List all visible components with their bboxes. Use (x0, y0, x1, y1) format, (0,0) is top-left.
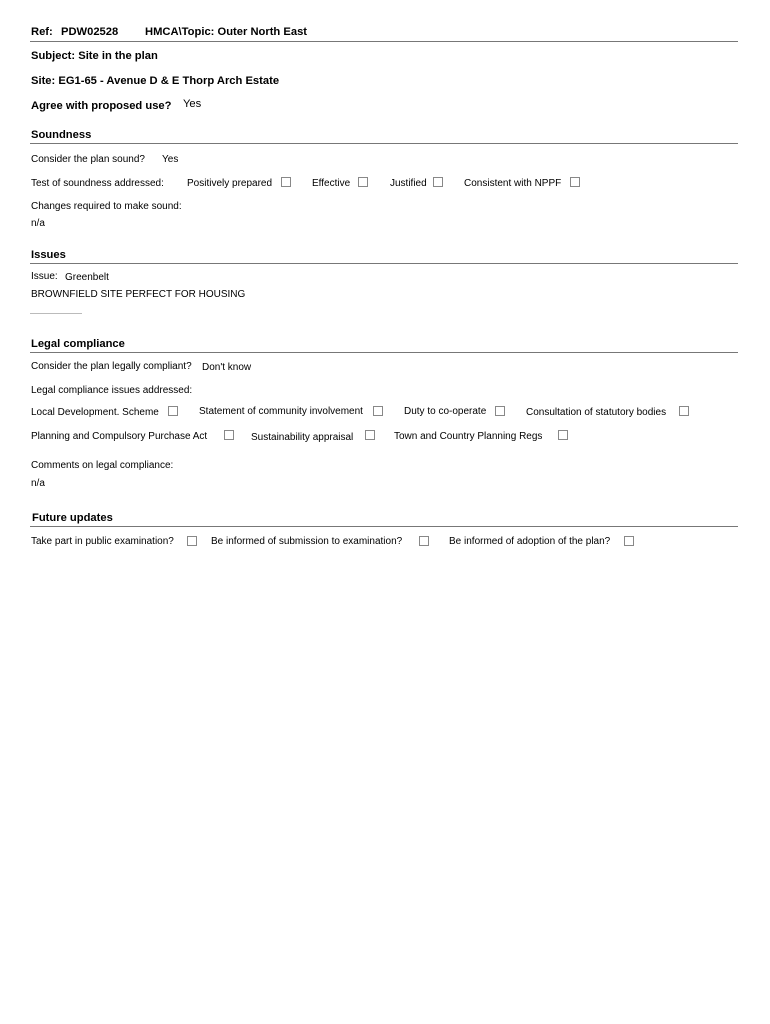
issues-heading: Issues (31, 249, 66, 261)
test-effective-checkbox[interactable] (358, 177, 368, 187)
legal-consider-label: Consider the plan legally compliant? (31, 361, 192, 372)
future-adoption-label: Be informed of adoption of the plan? (449, 536, 611, 547)
agree-value: Yes (183, 98, 202, 110)
soundness-heading: Soundness (31, 129, 92, 141)
legal-duty-checkbox[interactable] (495, 406, 505, 416)
agree-label: Agree with proposed use? (31, 100, 172, 112)
subject: Subject: Site in the plan (31, 50, 158, 62)
issues-rule (30, 263, 738, 264)
legal-pcpa-label: Planning and Compulsory Purchase Act (31, 431, 208, 442)
test-nppf-checkbox[interactable] (570, 177, 580, 187)
sound-consider-value: Yes (162, 154, 179, 165)
sound-test-label: Test of soundness addressed: (31, 178, 164, 189)
legal-duty-label: Duty to co-operate (404, 406, 487, 417)
test-positively-prepared-checkbox[interactable] (281, 177, 291, 187)
ref-value: PDW02528 (61, 26, 119, 38)
header-rule (30, 41, 738, 42)
legal-issues-label: Legal compliance issues addressed: (31, 385, 193, 396)
legal-comments-label: Comments on legal compliance: (31, 460, 174, 471)
legal-lds-checkbox[interactable] (168, 406, 178, 416)
legal-sci-checkbox[interactable] (373, 406, 383, 416)
legal-consider-value: Don't know (202, 362, 252, 373)
legal-heading: Legal compliance (31, 338, 125, 350)
test-nppf-label: Consistent with NPPF (464, 178, 562, 189)
legal-consultation-checkbox[interactable] (679, 406, 689, 416)
issue-separator (30, 313, 82, 314)
site: Site: EG1-65 - Avenue D & E Thorp Arch Estate (31, 75, 280, 87)
test-justified-checkbox[interactable] (433, 177, 443, 187)
future-adoption-checkbox[interactable] (624, 536, 634, 546)
future-submission-label: Be informed of submission to examination? (211, 536, 403, 547)
legal-pcpa-checkbox[interactable] (224, 430, 234, 440)
future-examination-checkbox[interactable] (187, 536, 197, 546)
changes-value: n/a (31, 218, 45, 229)
legal-tcpr-label: Town and Country Planning Regs (394, 431, 543, 442)
legal-lds-label: Local Development. Scheme (31, 407, 159, 418)
legal-sci-label: Statement of community involvement (199, 406, 363, 417)
legal-tcpr-checkbox[interactable] (558, 430, 568, 440)
test-positively-prepared-label: Positively prepared (187, 178, 273, 189)
test-effective-label: Effective (312, 178, 351, 189)
sound-consider-label: Consider the plan sound? (31, 154, 145, 165)
legal-consultation-label: Consultation of statutory bodies (526, 407, 667, 418)
changes-label: Changes required to make sound: (31, 201, 182, 212)
legal-sa-label: Sustainability appraisal (251, 432, 354, 443)
issue-comment: BROWNFIELD SITE PERFECT FOR HOUSING (31, 289, 246, 300)
future-submission-checkbox[interactable] (419, 536, 429, 546)
issue-value: Greenbelt (65, 272, 109, 283)
soundness-rule (30, 143, 738, 144)
ref-label: Ref: (31, 26, 53, 38)
issue-label: Issue: (31, 271, 58, 282)
legal-comments-value: n/a (31, 478, 45, 489)
future-heading: Future updates (32, 512, 113, 524)
future-examination-label: Take part in public examination? (31, 536, 174, 547)
legal-rule (30, 352, 738, 353)
legal-sa-checkbox[interactable] (365, 430, 375, 440)
future-rule (30, 526, 738, 527)
test-justified-label: Justified (390, 178, 427, 189)
topic: HMCA\Topic: Outer North East (145, 26, 308, 38)
